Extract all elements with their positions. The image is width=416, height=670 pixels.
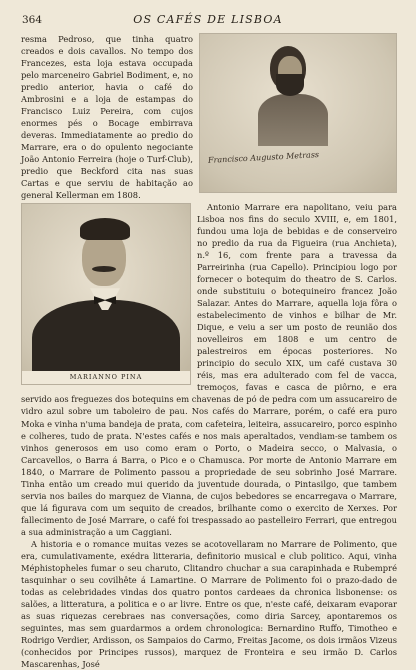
portrait-metrass	[199, 33, 397, 193]
running-head: OS CAFÉS DE LISBOA	[133, 13, 283, 26]
portrait-caption: MARIANNO PINA	[22, 371, 190, 384]
paragraph-2: Antonio Marrare era napolitano, veiu para Lisboa nos fins do seculo XVIII, e, em 1801, fundou uma loja de bebidas e de conserveiro no predio da rua da Figueira (rua Anchieta), n.º 16, com frente para a travessa da Parreirinha (rua Capello). Principiou logo por fornecer o botequim do theatro de S. Carlos. onde substituiu o botequineiro francez João Salazar. Antes do Marrare, aquella loja fôra o estabelecimento de vinhos e bilhar de Mr. Dique, e veiu a ser um posto de reunião dos novelleiros em 1808 e um centro de palestreiros em épocas posteriores. No principio do seculo XIX, um café custava 30 réis, mas era adulterado com fel de vacca, tremoços, favas e casca de piôrno, e era servido aos freguezes dos botequins em chavenas de pó de pedra com um assucareiro de vidro azul sobre um taboleiro de pau. Nos cafés do Marrare, porém, o café era puro Moka e vinha n'uma bandeja de prata, com cafeteira, leiteira, assucareiro, porco espinho e colheres, tudo de prata. N'estes cafés e nos mais aperaltados, vendiam-se tambem os vinhos generosos em uso como eram o Porto, o Madeira secco, o Malvasia, o Carcavellos, o Barra á Barra, o Pico e o Chamusca. Por morte de Antonio Marrare em 1840, o Marrare de Polimento passou a propriedade de seu sobrinho José Marrare. Tinha então um creado mui querido da juventude dourada, o Pintasilgo, que tambem servia nos bailes do marquez de Vianna, de cujos bebedores se encarregava o Marrare, que lá figurava com um sequito de creados, brilhante como o exercito de Xerxes. Por fallecimento de José Marrare, o café foi trespassado ao pastelleiro Ferrari, que entregou a sua administração a um Caggiani.	[21, 202, 397, 537]
page-number: 364	[22, 14, 43, 26]
portrait-marianno-pina	[21, 203, 191, 385]
portrait-signature: Francisco Augusto Metrass	[207, 150, 320, 165]
paragraph-1: resma Pedroso, que tinha quatro creados e dois cavallos. No tempo dos Francezes, esta loja estava occupada pelo marceneiro Gabriel Bodiment, e, no predio anterior, havia o café do Ambrosini e a loja de estampas do Francisco Luiz Pereira, com cujos enormes pés o Bocage embirrava deveras. Immediatamente ao predio do Marrare, era o do opulento negociante João Antonio Ferreira (hoje o Turf-Club), predio que Beckford cita nas suas Cartas e que serviu de habitação ao general Kellerman em 1808.	[21, 34, 193, 201]
article-body	[21, 33, 397, 669]
paragraph-3: A historia e o romance muitas vezes se acotovellaram no Marrare de Polimento, que era, cumulativamente, exédra litteraria, definitorio musical e club politico. Aqui, vinha Méphistopheles fumar o seu charuto, Clitandro chuchar a sua carapinhada e Rubempré tasquinhar o seu covilhête á Lamartine. O Marrare de Polimento foi o prazo-dado de todas as celebridades vindas dos quatro pontos cardeaes da chronica lisbonense: os salões, a litteratura, a politica e o ar livre. Entre os que, n'este café, deixaram evaporar as suas riquezas cerebraes nas conversações, como diria Sarcey, apontaremos os seguintes, mas sem guardarmos a ordem chronologica: Bernardino Ruffo, Timotheo e Rodrigo Verdier, Ardisson, os Sampaios do Carmo, Freitas Jacome, os dois irmãos Vizeus (conhecidos por Principes russos), marquez de Fronteira e seu irmão D. Carlos Mascarenhas, José	[21, 538, 397, 669]
